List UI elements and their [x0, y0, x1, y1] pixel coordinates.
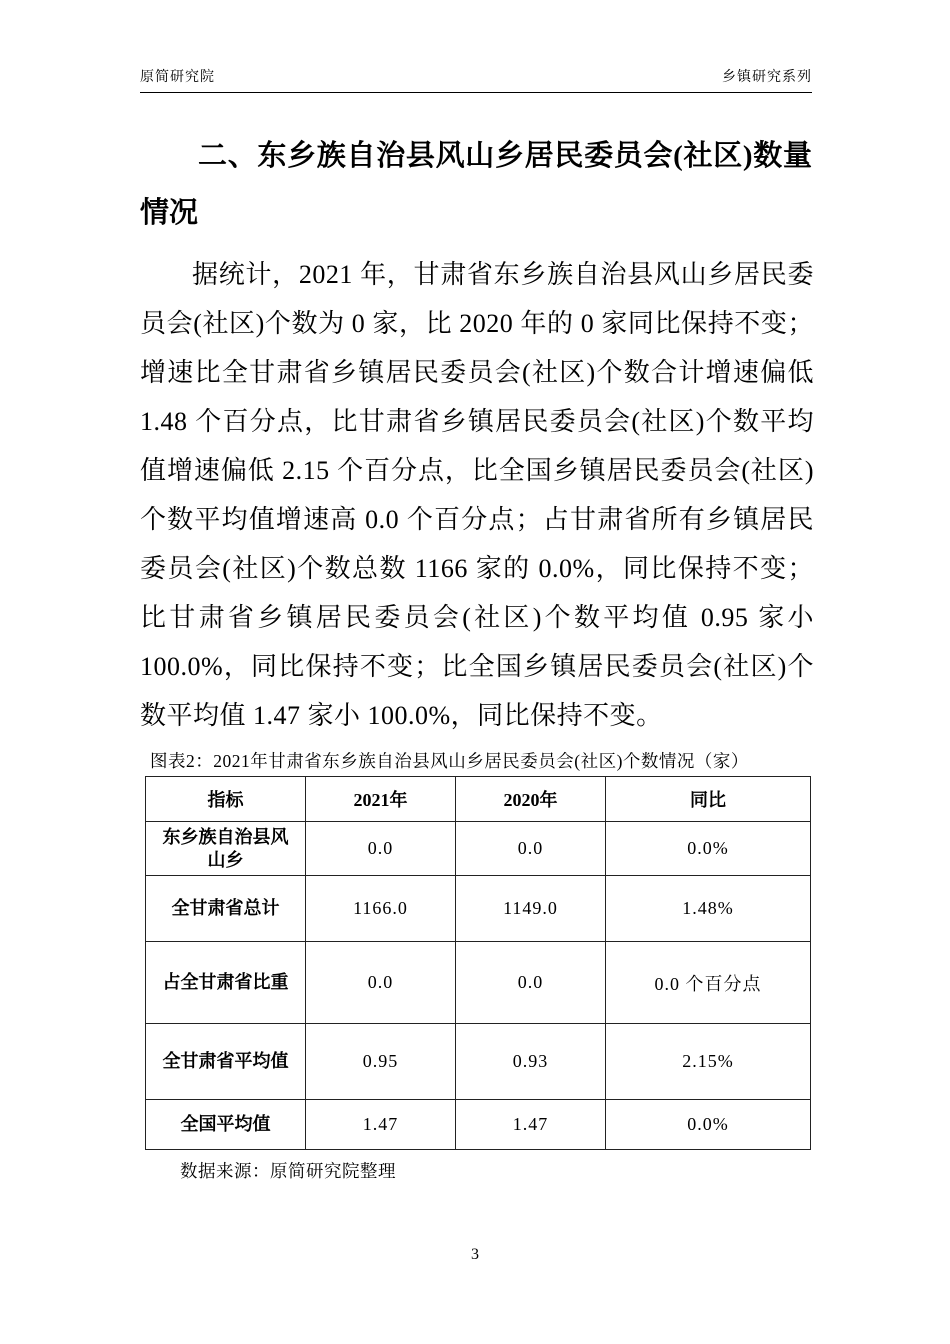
cell-2021: 0.95: [306, 1024, 456, 1100]
header-left-text: 原简研究院: [140, 70, 215, 85]
section-title: 二、东乡族自治县风山乡居民委员会(社区)数量情况: [140, 140, 812, 229]
page-number: 3: [471, 1246, 479, 1263]
cell-2021: 0.0: [306, 822, 456, 876]
data-source-note: 数据来源：原简研究院整理: [180, 1161, 396, 1181]
column-header-indicator: 指标: [146, 777, 306, 822]
table-row: [146, 942, 811, 1024]
row-label: 全甘肃省平均值: [146, 1024, 306, 1100]
statistics-table: [145, 776, 811, 1150]
table-row: [146, 822, 811, 876]
body-paragraph: 据统计，2021 年，甘肃省东乡族自治县风山乡居民委员会(社区)个数为 0 家，比 2020 年的 0 家同比保持不变；增速比全甘肃省乡镇居民委员会(社区)个数合计增速偏低 1.48 个百分点，比甘肃省乡镇居民委员会(社区)个数平均值增速偏低 2.15 个百分点，比全国乡镇居民委员会(社区)个数平均值增速高 0.0 个百分点；占甘肃省所有乡镇居民委员会(社区)个数总数 1166 家的 0.0%，同比保持不变；比甘肃省乡镇居民委员会(社区)个数平均值 0.95 家小 100.0%，同比保持不变；比全国乡镇居民委员会(社区)个数平均值 1.47 家小 100.0%，同比保持不变。: [140, 260, 814, 730]
cell-2020: 1.47: [456, 1100, 606, 1150]
table-row: [146, 876, 811, 942]
page-header: [140, 66, 812, 93]
cell-2021: 0.0: [306, 942, 456, 1024]
cell-2020: 0.0: [456, 822, 606, 876]
cell-yoy: 0.0%: [606, 1100, 811, 1150]
column-header-2020: 2020年: [456, 777, 606, 822]
cell-yoy: 0.0 个百分点: [606, 942, 811, 1024]
cell-yoy: 0.0%: [606, 822, 811, 876]
table-row: [146, 1024, 811, 1100]
header-right-text: 乡镇研究系列: [722, 70, 812, 85]
cell-yoy: 2.15%: [606, 1024, 811, 1100]
cell-2020: 1149.0: [456, 876, 606, 942]
figure-caption: 图表2：2021年甘肃省东乡族自治县风山乡居民委员会(社区)个数情况（家）: [150, 751, 749, 771]
row-label: 东乡族自治县风山乡: [146, 822, 306, 876]
row-label: 全国平均值: [146, 1100, 306, 1150]
row-label: 占全甘肃省比重: [146, 942, 306, 1024]
cell-2021: 1166.0: [306, 876, 456, 942]
cell-2020: 0.0: [456, 942, 606, 1024]
cell-2020: 0.93: [456, 1024, 606, 1100]
table-header-row: [146, 777, 811, 822]
table-row: [146, 1100, 811, 1150]
cell-yoy: 1.48%: [606, 876, 811, 942]
column-header-yoy: 同比: [606, 777, 811, 822]
column-header-2021: 2021年: [306, 777, 456, 822]
row-label: 全甘肃省总计: [146, 876, 306, 942]
cell-2021: 1.47: [306, 1100, 456, 1150]
